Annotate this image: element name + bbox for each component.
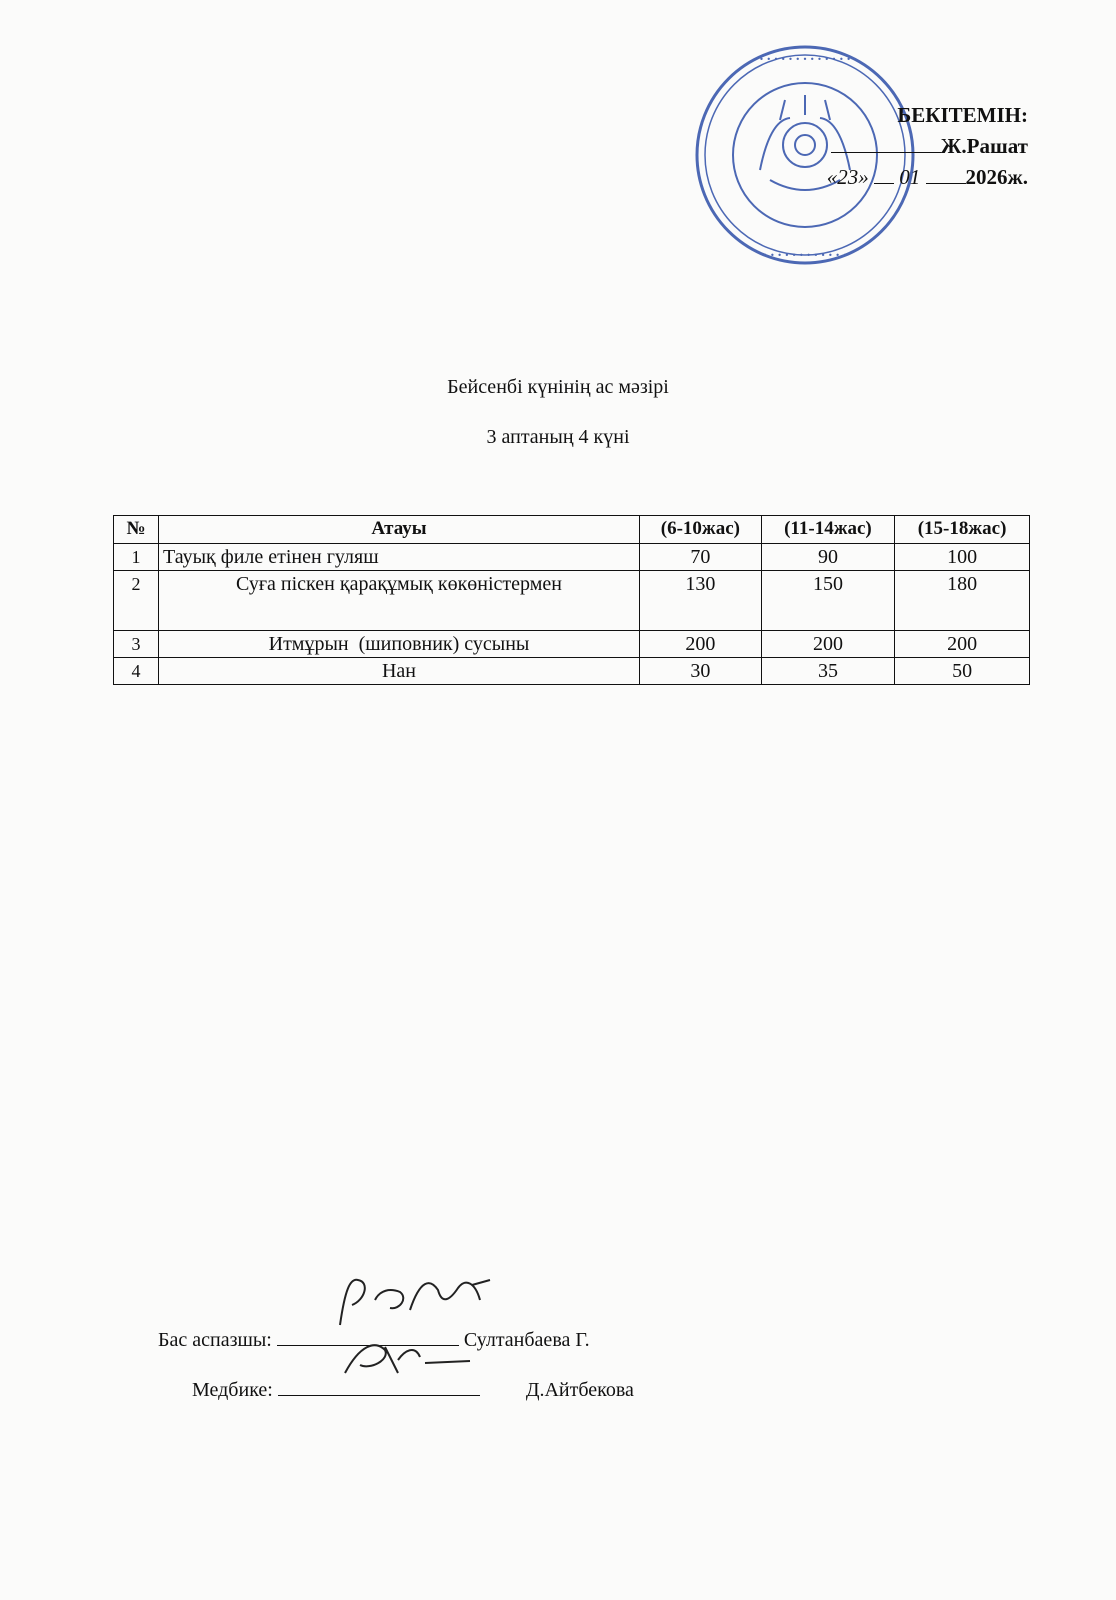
portion-11-14: 35: [761, 658, 894, 685]
row-number: 2: [114, 571, 159, 631]
date-year: 2026ж.: [965, 165, 1028, 189]
column-header-age-15-18: (15-18жас): [895, 516, 1030, 544]
page-title: Бейсенбі күнінің ас мәзірі: [447, 376, 669, 398]
menu-table: [113, 515, 1030, 685]
portion-6-10: 30: [640, 658, 762, 685]
portion-11-14: 90: [761, 544, 894, 571]
chef-label: Бас аспазшы:: [158, 1329, 272, 1351]
portion-15-18: 200: [895, 631, 1030, 658]
column-header-age-6-10: (6-10жас): [640, 516, 762, 544]
nurse-signature: [340, 1335, 480, 1380]
dish-name: Суға піскен қарақұмық көкөністермен: [159, 571, 640, 631]
table-row: [114, 571, 1030, 631]
date-line: [827, 162, 1028, 193]
svg-text:• • • • • • • • • • • •: • • • • • • • • • • • •: [762, 251, 848, 260]
date-day: «23»: [826, 165, 869, 189]
nurse-name: Д.Айтбекова: [525, 1379, 634, 1401]
page-subtitle: 3 аптаның 4 күні: [486, 426, 630, 448]
table-row: [114, 544, 1030, 571]
portion-15-18: 180: [895, 571, 1030, 631]
portion-15-18: 100: [895, 544, 1030, 571]
dish-name: Итмұрын (шиповник) сусыны: [159, 631, 640, 658]
portion-15-18: 50: [895, 658, 1030, 685]
column-header-name: Атауы: [159, 516, 640, 544]
chef-signature: [330, 1270, 500, 1340]
nurse-label: Медбике:: [192, 1379, 273, 1401]
date-month: 01: [899, 165, 921, 189]
table-row: [114, 658, 1030, 685]
row-number: 1: [114, 544, 159, 571]
column-header-age-11-14: (11-14жас): [761, 516, 894, 544]
chef-name: Султанбаева Г.: [463, 1329, 590, 1351]
director-signature-line: [831, 152, 941, 153]
table-header-row: [114, 516, 1030, 544]
portion-6-10: 130: [640, 571, 762, 631]
director-line: [827, 131, 1028, 162]
row-number: 3: [114, 631, 159, 658]
dish-name: Нан: [159, 658, 640, 685]
table-row: [114, 631, 1030, 658]
svg-text:• • • • • • • • • • • • •: • • • • • • • • • • • • •: [759, 55, 851, 64]
row-number: 4: [114, 658, 159, 685]
dish-name: Тауық филе етінен гуляш: [159, 544, 640, 571]
director-name: Ж.Рашат: [940, 134, 1028, 158]
portion-6-10: 70: [640, 544, 762, 571]
portion-11-14: 200: [761, 631, 894, 658]
portion-11-14: 150: [761, 571, 894, 631]
portion-6-10: 200: [640, 631, 762, 658]
approval-heading: БЕКІТЕМІН:: [897, 103, 1028, 127]
column-header-number: №: [114, 516, 159, 544]
approval-block: [827, 100, 1028, 193]
